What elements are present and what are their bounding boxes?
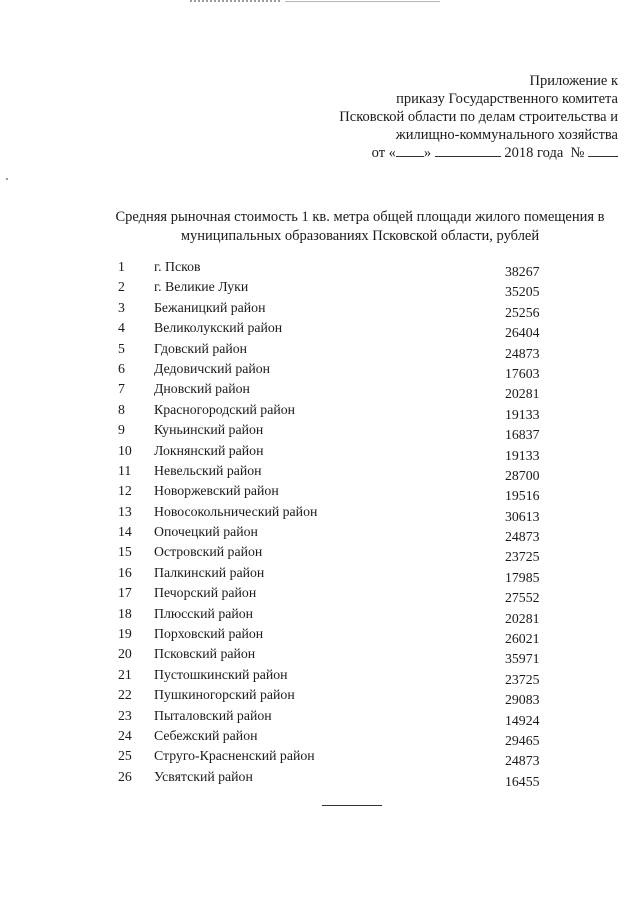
- list-item: [0, 339, 640, 359]
- row-number: 14: [118, 524, 132, 540]
- row-number: 10: [118, 442, 132, 458]
- row-number: 1: [118, 259, 125, 274]
- municipality-name: Островский район: [154, 544, 263, 560]
- list-item: [0, 767, 640, 787]
- header-line-1: Приложение к: [529, 73, 618, 89]
- row-number: 11: [118, 462, 132, 478]
- municipality-name: г. Великие Луки: [154, 279, 249, 295]
- list-item: [0, 318, 640, 341]
- row-number: 9: [118, 422, 125, 438]
- list-item: [0, 298, 640, 318]
- list-item: [0, 542, 640, 565]
- title-line-1: Средняя рыночная стоимость 1 кв. метра общей площади жилого помещения в: [115, 209, 605, 225]
- row-number: 7: [118, 381, 125, 397]
- row-number: 21: [118, 666, 132, 682]
- header-date-line: [339, 144, 618, 162]
- row-number: 22: [118, 687, 132, 703]
- row-number: 6: [118, 360, 125, 376]
- price-value: 26404: [505, 325, 540, 341]
- list-item: [0, 461, 640, 481]
- municipality-name: Куньинский район: [154, 422, 264, 438]
- price-value: 16455: [505, 773, 540, 789]
- month-blank: [435, 156, 501, 157]
- municipality-name: Гдовский район: [154, 340, 248, 356]
- day-blank: [396, 156, 424, 157]
- row-number: 25: [118, 748, 132, 764]
- title-line-2: муниципальных образованиях Псковской области, рублей: [180, 228, 540, 244]
- row-number: 2: [118, 279, 125, 295]
- list-item: [0, 624, 640, 647]
- date-prefix: от «: [371, 145, 396, 161]
- price-value: 17603: [505, 365, 540, 381]
- municipality-name: Пустошкинский район: [154, 666, 288, 682]
- municipality-name: Локнянский район: [154, 442, 264, 458]
- list-item: [0, 644, 640, 667]
- header-line-4: жилищно-коммунального хозяйства: [395, 127, 618, 143]
- row-number: 4: [118, 320, 125, 336]
- row-number: 15: [118, 544, 132, 560]
- municipality-name: Себежский район: [154, 727, 258, 743]
- municipality-name: Усвятский район: [154, 768, 253, 784]
- price-value: 19133: [505, 406, 540, 422]
- row-number: 26: [118, 768, 132, 784]
- list-item: [0, 420, 640, 443]
- list-item: [0, 746, 640, 769]
- row-number: 8: [118, 401, 125, 417]
- municipality-name: г. Псков: [154, 259, 201, 274]
- header-line-3: Псковской области по делам строительства и: [339, 109, 618, 125]
- price-value: 24873: [505, 529, 540, 545]
- list-item: [0, 706, 640, 726]
- scan-artifact-top: [190, 0, 280, 4]
- price-value: 30613: [505, 508, 540, 524]
- appendix-header: [339, 72, 618, 162]
- price-value: 16837: [505, 427, 540, 443]
- row-number: 12: [118, 483, 132, 499]
- row-number: 24: [118, 727, 132, 743]
- municipality-name: Псковский район: [154, 646, 256, 662]
- list-item: [0, 726, 640, 746]
- municipality-name: Печорский район: [154, 585, 257, 601]
- list-item: [0, 685, 640, 708]
- municipality-name: Дедовичский район: [154, 360, 271, 376]
- scan-speck: [6, 178, 8, 180]
- price-list: [0, 257, 640, 787]
- price-value: 20281: [505, 610, 540, 626]
- row-number: 23: [118, 707, 132, 723]
- list-item: [0, 665, 640, 685]
- row-number: 16: [118, 564, 132, 580]
- price-value: 27552: [505, 590, 540, 606]
- municipality-name: Пушкиногорский район: [154, 687, 295, 703]
- municipality-name: Палкинский район: [154, 564, 265, 580]
- end-divider: [322, 805, 382, 806]
- row-number: 20: [118, 646, 132, 662]
- row-number: 5: [118, 340, 125, 356]
- list-item: [0, 379, 640, 402]
- municipality-name: Новосокольнический район: [154, 503, 318, 519]
- price-value: 17985: [505, 569, 540, 585]
- row-number: 3: [118, 299, 125, 315]
- municipality-name: Великолукский район: [154, 320, 283, 336]
- price-value: 24873: [505, 345, 540, 361]
- municipality-name: Бежаницкий район: [154, 299, 266, 315]
- list-item: [0, 400, 640, 420]
- list-item: [0, 502, 640, 522]
- price-value: 29465: [505, 732, 540, 748]
- municipality-name: Плюсский район: [154, 605, 254, 621]
- price-value: 28700: [505, 467, 540, 483]
- scan-artifact-top-line: [285, 1, 440, 2]
- municipality-name: Порховский район: [154, 626, 264, 642]
- number-blank: [588, 156, 618, 157]
- price-value: 38267: [505, 264, 540, 279]
- price-value: 23725: [505, 549, 540, 565]
- municipality-name: Дновский район: [154, 381, 250, 397]
- list-item: [0, 583, 640, 606]
- price-value: 35971: [505, 651, 540, 667]
- list-item: [0, 359, 640, 379]
- date-year: 2018 года: [504, 145, 564, 161]
- municipality-name: Красногородский район: [154, 401, 295, 417]
- list-item: [0, 563, 640, 583]
- row-number: 17: [118, 585, 132, 601]
- municipality-name: Новоржевский район: [154, 483, 279, 499]
- price-value: 19516: [505, 488, 540, 504]
- price-value: 24873: [505, 753, 540, 769]
- list-item: [0, 257, 640, 277]
- price-value: 19133: [505, 447, 540, 463]
- price-value: 20281: [505, 386, 540, 402]
- header-line-2: приказу Государственного комитета: [396, 91, 618, 107]
- price-value: 23725: [505, 671, 540, 687]
- row-number: 13: [118, 503, 132, 519]
- row-number: 19: [118, 626, 132, 642]
- price-value: 26021: [505, 631, 540, 647]
- list-item: [0, 604, 640, 624]
- list-item: [0, 441, 640, 461]
- price-value: 29083: [505, 692, 540, 708]
- price-value: 25256: [505, 304, 540, 320]
- date-mid: »: [423, 145, 432, 161]
- price-value: 35205: [505, 284, 540, 300]
- municipality-name: Опочецкий район: [154, 524, 258, 540]
- list-item: [0, 481, 640, 504]
- municipality-name: Струго-Красненский район: [154, 748, 315, 764]
- list-item: [0, 522, 640, 545]
- number-sign: №: [570, 145, 585, 161]
- document-title: [90, 208, 630, 246]
- municipality-name: Невельский район: [154, 462, 262, 478]
- municipality-name: Пыталовский район: [154, 707, 272, 723]
- price-value: 14924: [505, 712, 540, 728]
- row-number: 18: [118, 605, 132, 621]
- list-item: [0, 277, 640, 300]
